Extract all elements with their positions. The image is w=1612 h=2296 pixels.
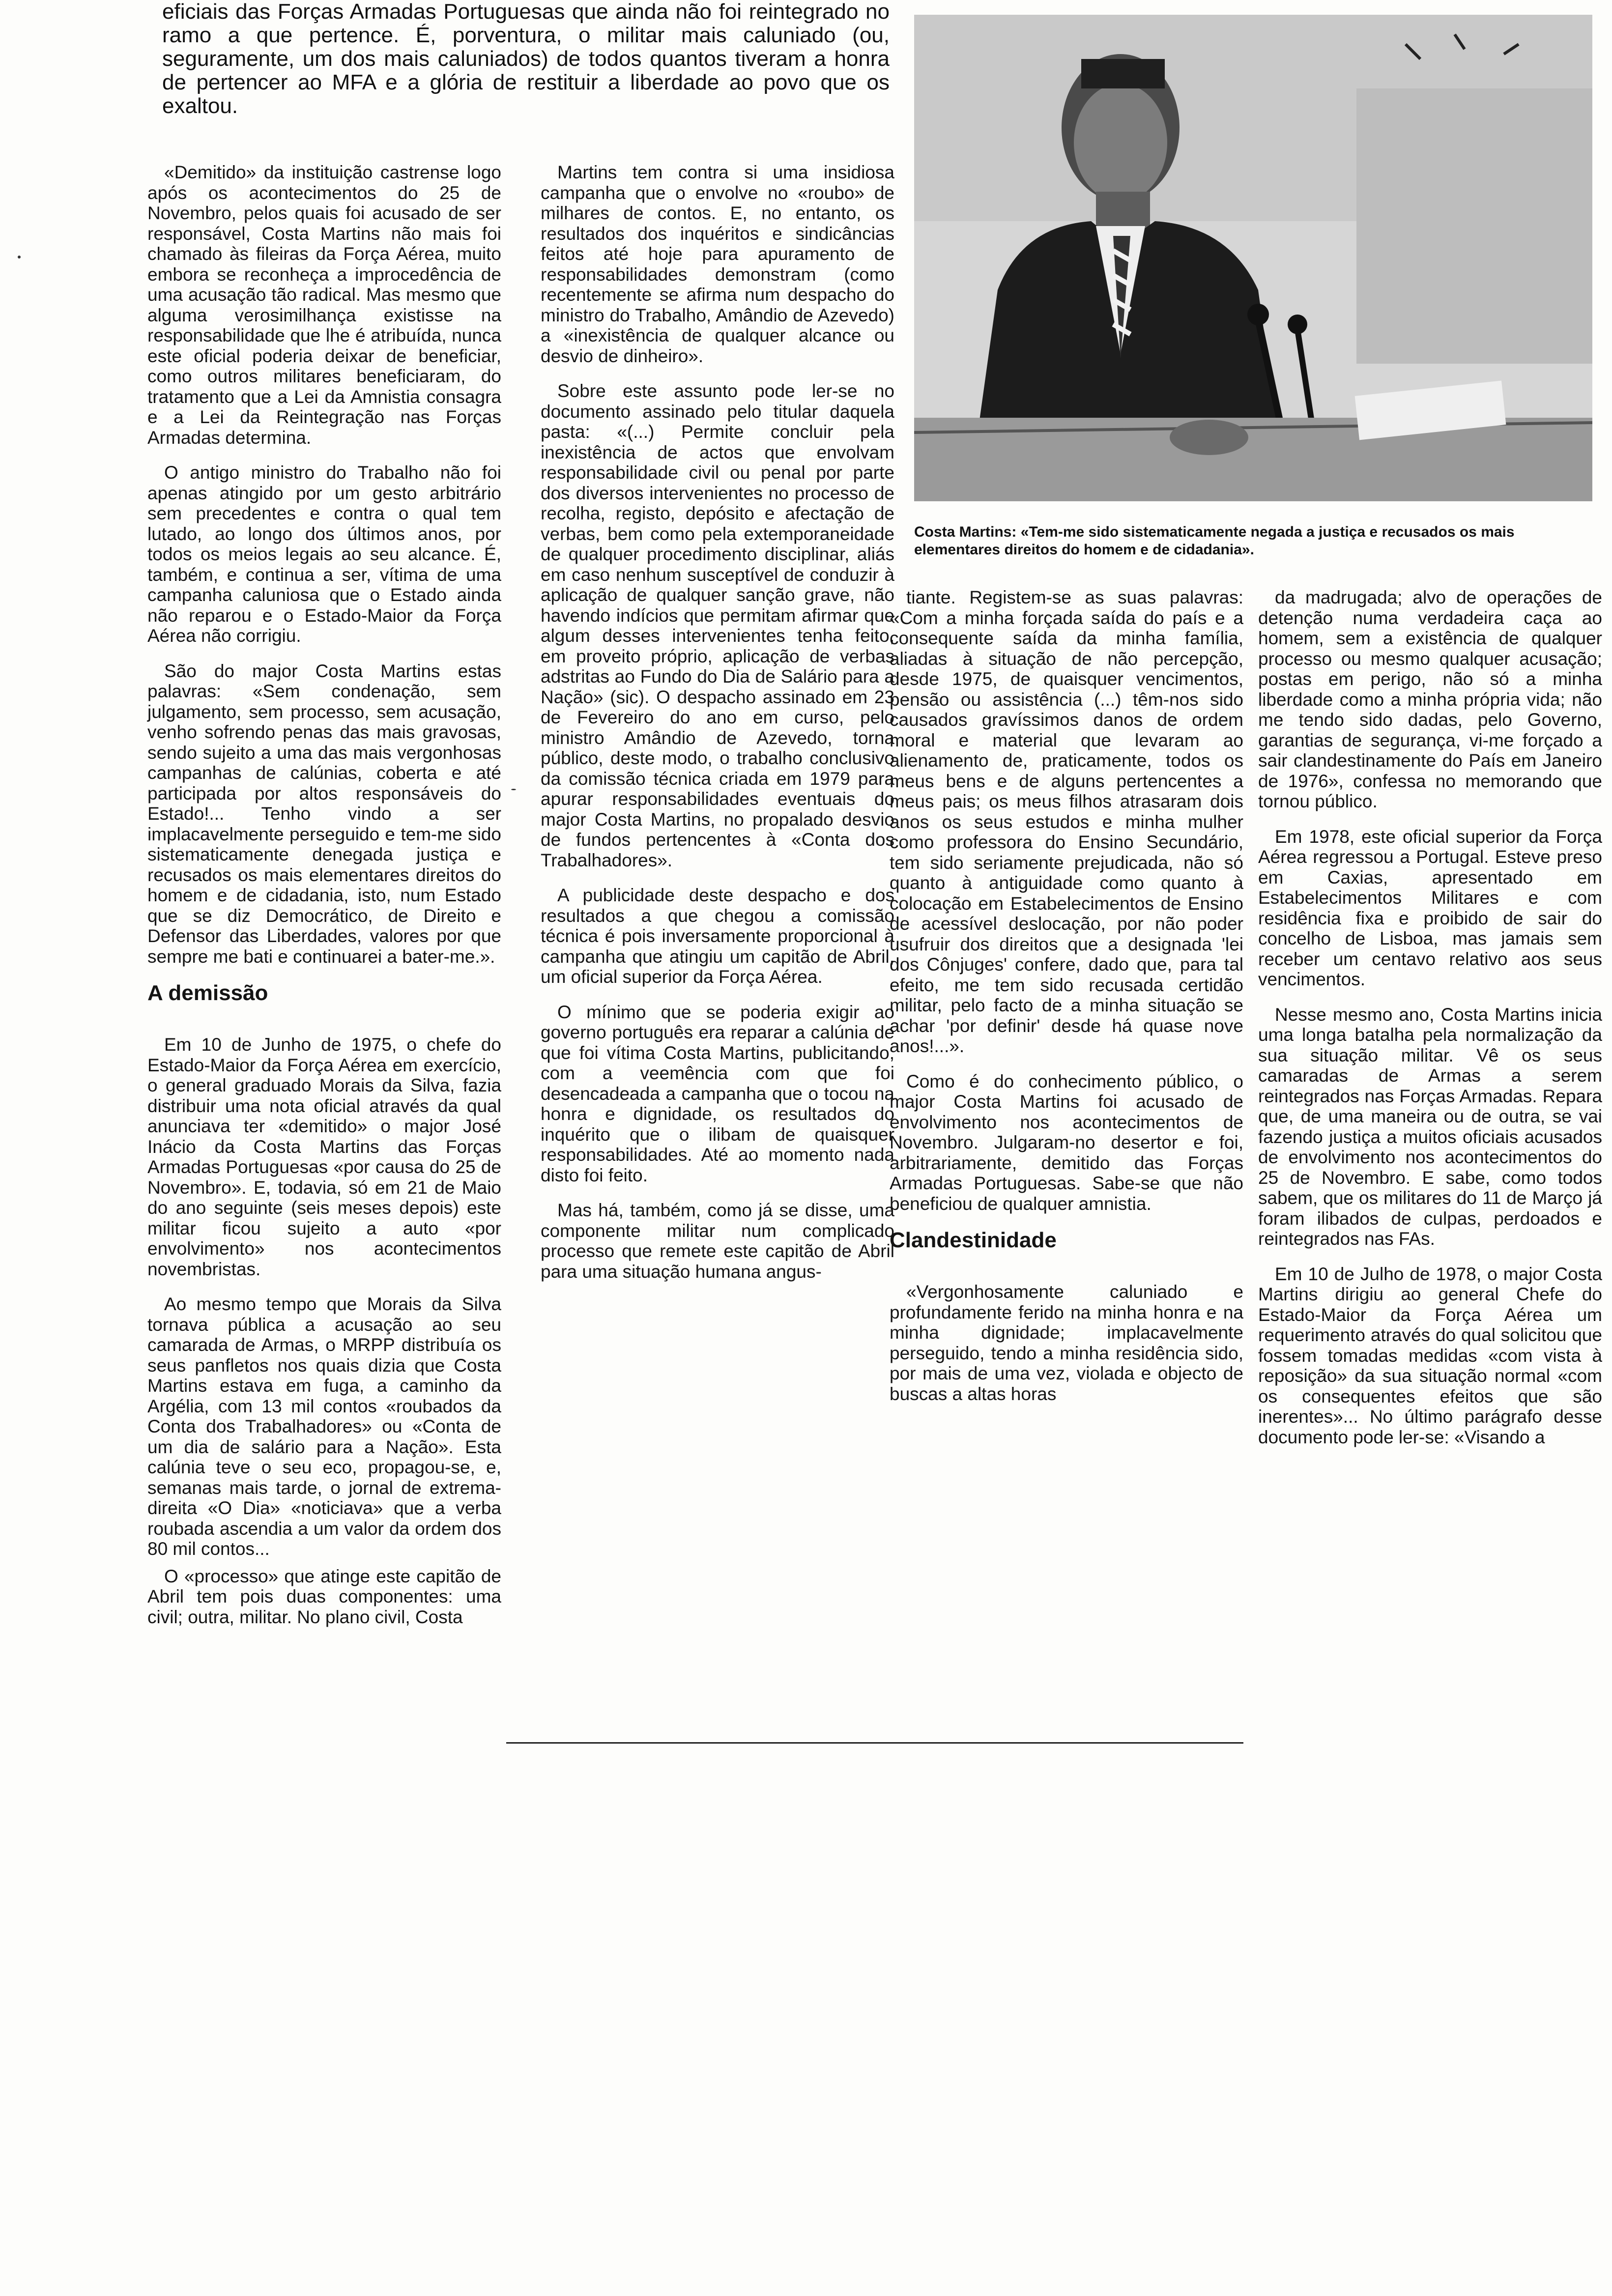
paragraph: O antigo ministro do Trabalho não foi apenas atingido por um gesto arbitrário sem precedentes e contra o qual tem lutado, ao longo dos últimos anos, por todos os meios legais ao seu alcance. É, também, e continua a ser, vítima de uma campanha caluniosa que o Estado ainda não reparou e o Estado-Maior da Força Aérea não corrigiu.	[147, 462, 501, 646]
paragraph: Sobre este assunto pode ler-se no documento assinado pelo titular daquela pasta: «(...) Permite concluir pela inexistência de actos que envolvam responsabilidade civil ou penal por parte dos diversos intervenientes no processo de recolha, registo, depósito e afectação de verbas, bem como pela extemporaneidade de qualquer procedimento disciplinar, aliás em caso nenhum susceptível de conduzir à aplicação de qualquer sanção grave, não havendo indícios que permitam afirmar que algum desses intervenientes tenha feito, em proveito próprio, aplicação de verbas adstritas ao Fundo do Dia de Salário para a Nação» (sic). O despacho assinado em 23 de Fevereiro do ano em curso, pelo ministro Amândio de Azevedo, torna público, deste modo, o trabalho conclusivo da comissão técnica criada em 1979 para apurar responsabilidades eventuais do major Costa Martins, no propalado desvio de fundos pertencentes à «Conta dos Trabalhadores».	[541, 381, 894, 870]
paragraph: Em 10 de Julho de 1978, o major Costa Martins dirigiu ao general Chefe do Estado-Maior da Força Aérea um requerimento através do qual solicitou que fossem tomadas medidas «com vista à reposição» da sua situação normal «com os consequentes efeitos que são inerentes»... No último parágrafo desse documento pode ler-se: «Visando a	[1258, 1263, 1602, 1447]
paragraph: Nesse mesmo ano, Costa Martins inicia uma longa batalha pela normalização da sua situação militar. Vê os seus camaradas de Armas a serem reintegrados nas Forças Armadas. Repara que, de uma maneira ou de outra, se vai fazendo justiça a muitos oficiais acusados de envolvimento nos acontecimentos do 25 de Novembro. E sabe, como todos sabem, que os militares do 11 de Março já foram ilibados de culpas, perdoados e reintegrados nas FAs.	[1258, 1004, 1602, 1249]
paragraph: A publicidade deste despacho e dos resultados a que chegou a comissão técnica é pois inversamente proporcional à campanha que atingiu um capitão de Abril, um oficial superior da Força Aérea.	[541, 885, 894, 987]
paragraph: Ao mesmo tempo que Morais da Silva tornava pública a acusação ao seu camarada de Armas, o MRPP distribuía os seus panfletos nos quais dizia que Costa Martins estava em fuga, a caminho da Argélia, com 13 mil contos «roubados da Conta dos Trabalhadores» ou «Conta de um dia de salário para a Nação». Esta calúnia teve o seu eco, propagou-se, e, semanas mais tarde, o jornal de extrema-direita «O Dia» «noticiava» que a verba roubada ascendia a um valor da ordem dos 80 mil contos...	[147, 1294, 501, 1559]
paragraph: «Vergonhosamente caluniado e profundamente ferido na minha honra e na minha dignidade; implacavelmente perseguido, tendo a minha residência sido, por mais de uma vez, violada e objecto de buscas a altas horas	[890, 1282, 1243, 1404]
portrait-icon	[914, 15, 1592, 501]
portrait-photo	[914, 15, 1592, 501]
section-heading-demissao: A demissão	[147, 981, 268, 1005]
article-column-1	[147, 162, 501, 1634]
paragraph: «Demitido» da instituição castrense logo após os acontecimentos do 25 de Novembro, pelos quais foi acusado de ser responsável, Costa Martins não mais foi chamado às fileiras da Força Aérea, muito embora se reconheça a improcedência de uma acusação tão radical. Mas mesmo que alguma verosimilhança existisse na responsabilidade que lhe é atribuída, nunca este oficial poderia deixar de beneficiar, como outros militares beneficiaram, do tratamento que a Lei da Amnistia consagra e a Lei da Reintegração nas Forças Armadas determina.	[147, 162, 501, 448]
bottom-rule	[506, 1742, 1243, 1744]
photo-caption	[914, 523, 1602, 559]
article-column-4	[1258, 587, 1602, 1462]
paragraph: tiante. Registem-se as suas palavras: «Com a minha forçada saída do país e a consequente saída da minha família, aliadas à situação de não percepção, desde 1975, de quaisquer vencimentos, pensão ou assistência (...) têm-nos sido causados gravíssimos danos de ordem moral e material que levaram ao alienamento de, praticamente, todos os meus bens e de alguns pertencentes a meus pais; os meus filhos atrasaram dois anos os seus estudos e minha mulher como professora do Ensino Secundário, tem sido seriamente prejudicada, não só quanto à antiguidade como quanto à colocação em Estabelecimentos de Ensino de acessível deslocação, por não poder usufruir dos direitos que a designada 'lei dos Cônjuges' confere, dado que, para tal efeito, me tem sido recusada certidão militar, pelo facto de a minha situação se achar 'por definir' desde há quase nove anos!...».	[890, 587, 1243, 1056]
section-heading-clandestinidade: Clandestinidade	[890, 1228, 1057, 1252]
caption-text: «Tem-me sido sistematicamente negada a justiça e recusados os mais elementares direitos do homem e de cidadania».	[914, 524, 1515, 558]
paragraph: O mínimo que se poderia exigir ao governo português era reparar a calúnia de que foi vítima Costa Martins, publicitando, com a veemência com que foi desencadeada a campanha que o tocou na honra e dignidade, os resultados do inquérito que o ilibam de quaisquer responsabilidades. Até ao momento nada disto foi feito.	[541, 1002, 894, 1185]
paragraph: da madrugada; alvo de operações de detenção numa verdadeira caça ao homem, sem a existência de qualquer processo ou mesmo qualquer acusação; postas em perigo, não só a minha liberdade como a minha própria vida; não me tendo sido dadas, pelo Governo, garantias de segurança, vi-me forçado a sair clandestinamente do País em Janeiro de 1976», confessa no memorando que tornou público.	[1258, 587, 1602, 811]
caption-name: Costa Martins:	[914, 524, 1017, 540]
lead-paragraph: eficiais das Forças Armadas Portuguesas que ainda não foi reintegrado no ramo a que pertence. É, porventura, o militar mais caluniado (ou, seguramente, um dos mais caluniados) de todos quantos tiveram a honra de pertencer ao MFA e a glória de restituir a liberdade ao povo que os exaltou.	[162, 0, 890, 118]
article-column-3	[890, 587, 1243, 1419]
paragraph: Em 1978, este oficial superior da Força Aérea regressou a Portugal. Esteve preso em Caxias, apresentado em Estabelecimentos Militares e com residência fixa e proibido de sair do concelho de Lisboa, mas jamais sem receber um centavo relativo aos seus vencimentos.	[1258, 826, 1602, 989]
paragraph: Martins tem contra si uma insidiosa campanha que o envolve no «roubo» de milhares de contos. E, no entanto, os resultados dos inquéritos e sindicâncias feitos até hoje para apuramento de responsabilidades demonstram (como recentemente se afirma num despacho do ministro do Trabalho, Amândio de Azevedo) a «inexistência de qualquer alcance ou desvio de dinheiro».	[541, 162, 894, 366]
scan-speck	[511, 789, 516, 790]
article-column-2	[541, 162, 894, 1296]
paragraph: São do major Costa Martins estas palavras: «Sem condenação, sem julgamento, sem processo, sem acusação, venho sofrendo penas das mais gravosas, sendo sujeito a uma das mais vergonhosas campanhas de calúnias, coberta e até participada por altos responsáveis do Estado!... Tenho vindo a ser implacavelmente perseguido e tem-me sido sistematicamente denegada justiça e recusados os mais elementares direitos do homem e de cidadania, isto, num Estado que se diz Democrático, de Direito e Defensor das Liberdades, valores por que sempre me bati e continuarei a bater-me.».	[147, 660, 501, 967]
paragraph: Como é do conhecimento público, o major Costa Martins foi acusado de envolvimento nos acontecimentos de Novembro. Julgaram-no desertor e foi, arbitrariamente, demitido das Forças Armadas Portuguesas. Sabe-se que não beneficiou de qualquer amnistia.	[890, 1071, 1243, 1214]
paragraph: Em 10 de Junho de 1975, o chefe do Estado-Maior da Força Aérea em exercício, o general graduado Morais da Silva, fazia distribuir uma nota oficial através da qual anunciava ter «demitido» o major José Inácio da Costa Martins das Forças Armadas Portuguesas «por causa do 25 de Novembro». E, todavia, só em 21 de Maio do ano seguinte (seis meses depois) este militar ficou sujeito a auto «por envolvimento» nos acontecimentos novembristas.	[147, 1034, 501, 1279]
paragraph: O «processo» que atinge este capitão de Abril tem pois duas componentes: uma civil; outra, militar. No plano civil, Costa	[147, 1566, 501, 1627]
paragraph: Mas há, também, como já se disse, uma componente militar num complicado processo que remete este capitão de Abril para uma situação humana angus-	[541, 1200, 894, 1282]
scan-speck	[18, 256, 21, 258]
